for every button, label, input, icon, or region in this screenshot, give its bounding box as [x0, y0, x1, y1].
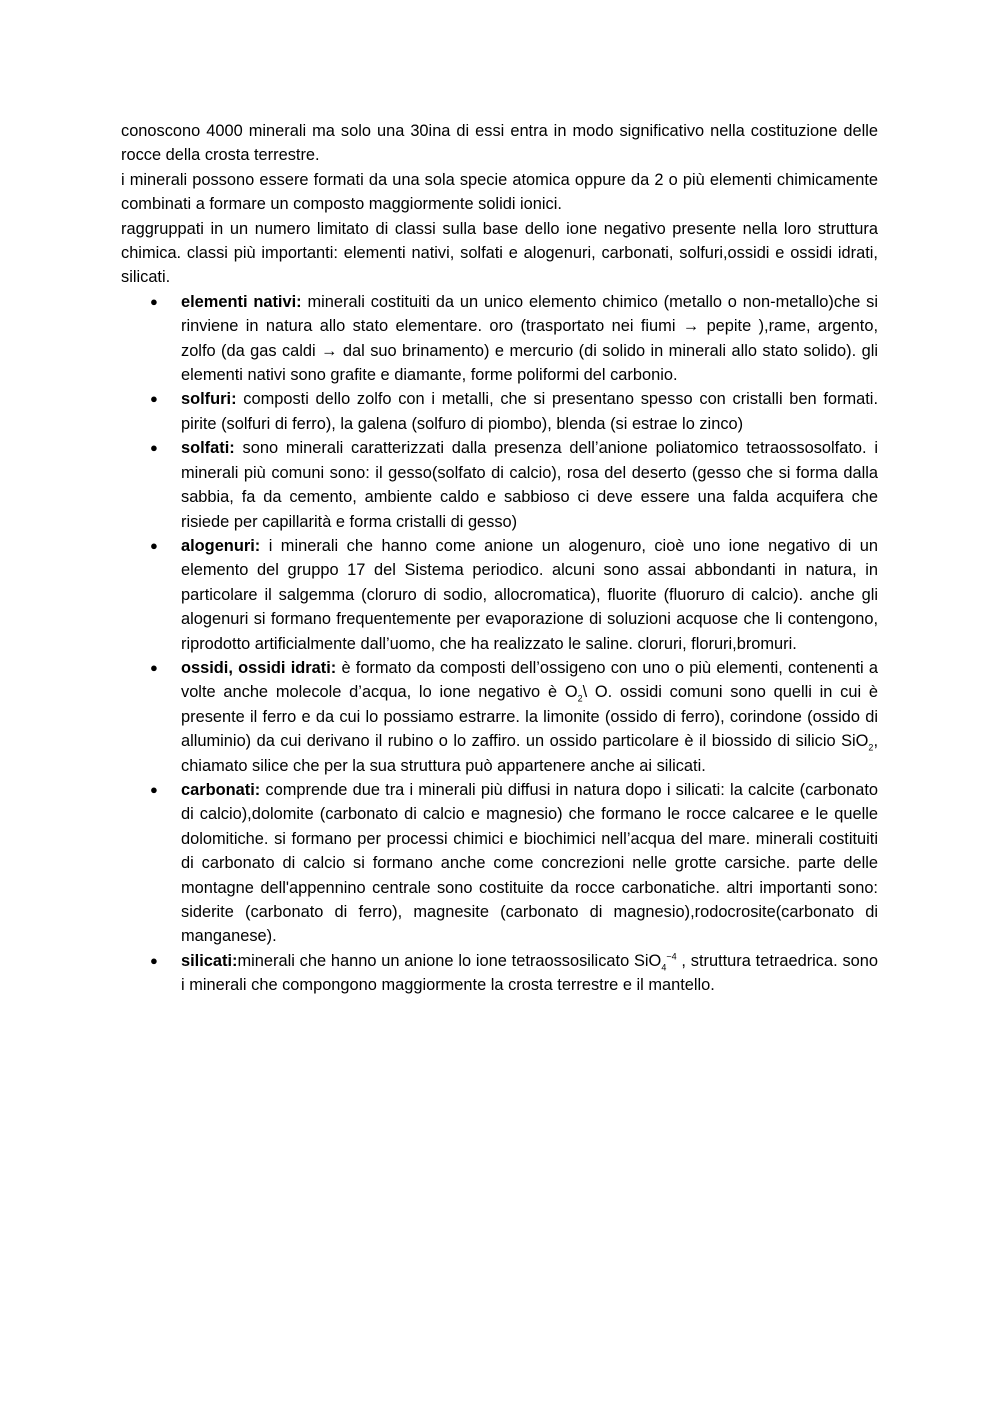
bullet-icon: ●	[150, 952, 158, 968]
list-item-solfati	[121, 436, 878, 534]
bullet-icon: ●	[150, 293, 158, 309]
term-description: composti dello zolfo con i metalli, che si presentano spesso con cristalli ben formati. pirite (solfuri di ferro), la galena (solfuro di piombo), blenda (si estrae lo zinco)	[181, 390, 878, 433]
paragraph-intro: conoscono 4000 minerali ma solo una 30ina di essi entra in modo significativo nella costituzione delle rocce della crosta terrestre.	[121, 122, 878, 165]
term-description: sono minerali caratterizzati dalla presenza dell’anione poliatomico tetraossosolfato. i minerali più comuni sono: il gesso(solfato di calcio), rosa del deserto (gesso che si forma dalla sabbia, fa da cemento, ambiente caldo e sabbioso ci deve essere una falda acquifera che risiede per capillarità e forma cristalli di gesso)	[181, 439, 878, 531]
list-item-alogenuri	[121, 534, 878, 656]
term-description-part-c: , chiamato silice che per la sua struttura può appartenere anche ai silicati.	[181, 732, 878, 775]
term-label: solfuri:	[181, 390, 237, 409]
term-description: i minerali che hanno come anione un alogenuro, cioè uno ione negativo di un elemento del gruppo 17 del Sistema periodico. alcuni sono assai abbondanti in natura, in particolare il salgemma (cloruro di sodio, allocromatica), fluorite (fluoruro di calcio). anche gli alogenuri si formano frequentemente per evaporazione di soluzioni acquose che li contengono, riprodotto artificialmente dall’uomo, che ha realizzato le saline. cloruri, floruri,bromuri.	[181, 536, 878, 653]
bullet-icon: ●	[150, 659, 158, 675]
list-item-ossidi	[121, 656, 878, 778]
subscript: 2	[868, 742, 874, 753]
list-item-solfuri	[121, 387, 878, 436]
term-description-part-a: minerali che hanno un anione lo ione tetraossosilicato SiO	[237, 951, 662, 970]
term-label: elementi nativi:	[181, 292, 302, 311]
list-item-silicati	[121, 949, 878, 998]
bullet-icon: ●	[150, 537, 158, 553]
bullet-icon: ●	[150, 781, 158, 797]
term-label: ossidi, ossidi idrati:	[181, 658, 337, 677]
term-description: minerali costituiti da un unico elemento chimico (metallo o non-metallo)che si rinviene in natura allo stato elementare. oro (trasportato nei fiumi → pepite ),rame, argento, zolfo (da gas caldi → dal suo brinamento) e mercurio (di solido in minerali allo stato solido). gli elementi nativi sono grafite e diamante, forme poliformi del carbonio.	[181, 292, 878, 385]
term-label: alogenuri:	[181, 536, 261, 555]
subscript: 4	[661, 962, 667, 973]
term-description-part-b: , struttura tetraedrica. sono i minerali che compongono maggiormente la crosta terrestre e il mantello.	[181, 951, 878, 995]
bullet-icon: ●	[150, 391, 158, 407]
term-label: solfati:	[181, 439, 235, 458]
term-label: silicati:	[181, 951, 238, 970]
paragraph-composition: i minerali possono essere formati da una sola specie atomica oppure da 2 o più elementi chimicamente combinati a formare un composto maggiormente solidi ionici.	[121, 170, 878, 214]
document-page	[121, 119, 878, 998]
list-item-elementi-nativi	[121, 290, 878, 388]
superscript: −4	[666, 951, 677, 962]
term-description: comprende due tra i minerali più diffusi in natura dopo i silicati: la calcite (carbonato di calcio),dolomite (carbonato di calcio e magnesio) che formano le rocce calcaree e le quelle dolomitiche. si formano per processi chimici e biochimici nell’acqua del mare. minerali costituiti di carbonato di calcio si formano anche come concrezioni nelle grotte carsiche. parte delle montagne dell'appennino centrale sono costituite da rocce carbonatiche. altri importanti sono: siderite (carbonato di ferro), magnesite (carbonato di magnesio),rodocrosite(carbonato di manganese).	[181, 780, 878, 946]
list-item-carbonati	[121, 778, 878, 949]
mineral-classes-list	[121, 290, 878, 998]
term-label: carbonati:	[181, 780, 261, 799]
bullet-icon: ●	[150, 440, 158, 456]
paragraph-classification: raggruppati in un numero limitato di classi sulla base dello ione negativo presente nella loro struttura chimica. classi più importanti: elementi nativi, solfati e alogenuri, carbonati, solfuri,ossidi e ossidi idrati, silicati.	[121, 219, 878, 287]
term-description-part-b: \ O. ossidi comuni sono quelli in cui è presente il ferro e da cui lo possiamo estrarre. la limonite (ossido di ferro), corindone (ossido di alluminio) da cui derivano il rubino o lo zaffiro. un ossido particolare è il biossido di silicio SiO	[181, 683, 879, 751]
subscript: 2	[577, 693, 583, 704]
term-description-part-a: è formato da composti dell’ossigeno con uno o più elementi, contenenti a volte anche molecole d’acqua, lo ione negativo è O	[181, 658, 879, 702]
